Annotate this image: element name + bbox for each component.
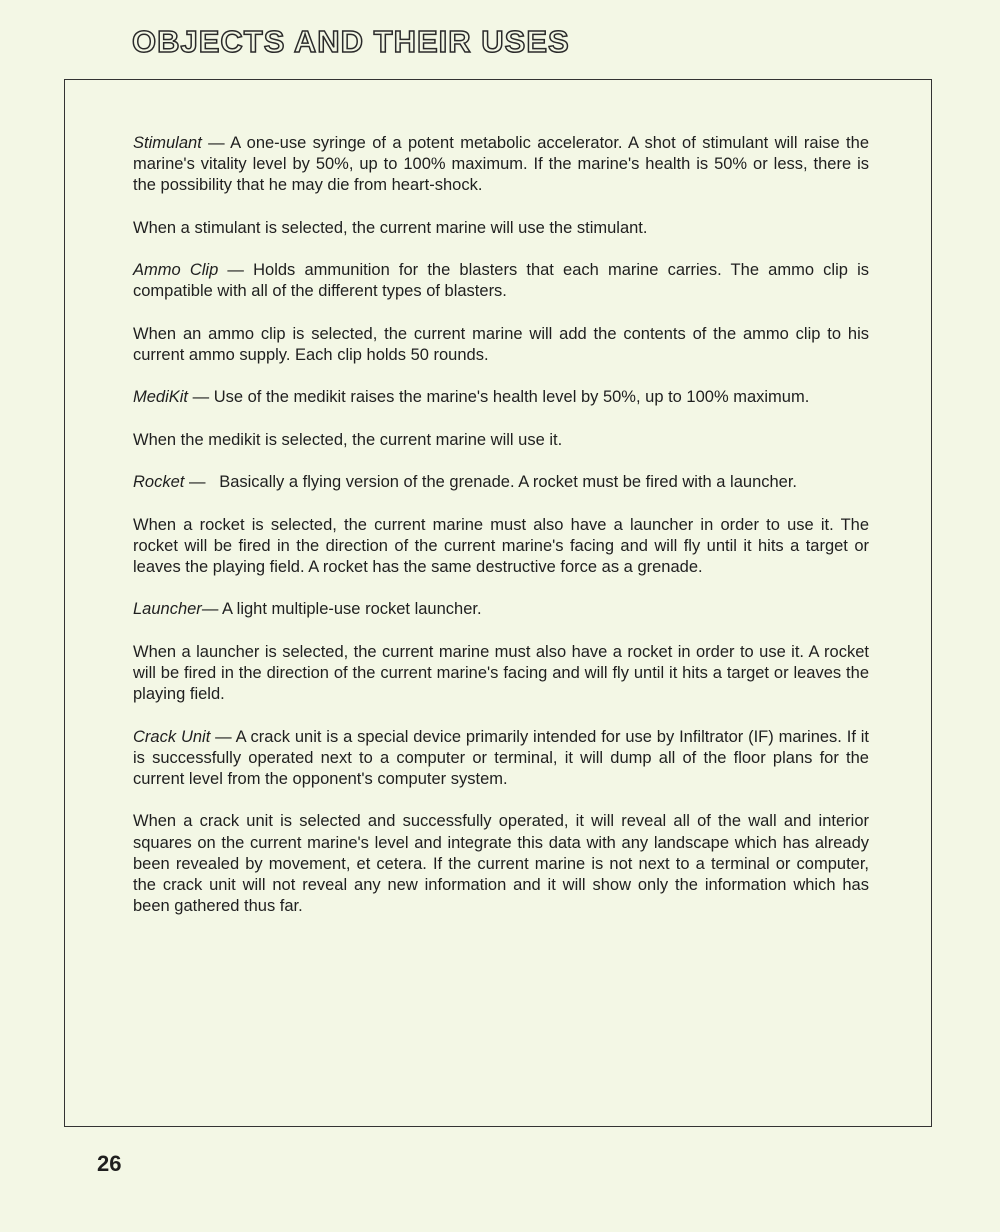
crack-unit-dash: — [210,727,236,746]
rocket-text: Basically a flying version of the grenade. A rocket must be fired with a launcher. [219,473,798,492]
launcher-usage: When a launcher is selected, the current marine must also have a rocket in order to use it. A rocket will be fired in the direction of the current marine's facing and will fly until it hits a target or leaves the playing field. [133,642,869,704]
ammo-clip-dash: — [218,261,254,280]
crack-unit-text: A crack unit is a special device primarily intended for use by Infiltrator (IF) marines. If it is successfully operated next to a computer or terminal, it will dump all of the floor plans for the current level from the opponent's computer system. [133,727,870,788]
stimulant-usage: When a stimulant is selected, the current marine will use the stimulant. [133,218,648,237]
launcher-text: A light multiple-use rocket launcher. [222,600,482,619]
launcher-description [133,599,869,620]
page-title: OBJECTS AND THEIR USES [132,24,570,59]
launcher-term: Launcher [133,600,202,619]
ammo-clip-text: Holds ammunition for the blasters that each marine carries. The ammo clip is compatible with all of the different types of blasters. [133,261,869,301]
rocket-description [133,472,869,493]
content-box [64,79,932,1127]
launcher-dash: — [201,600,222,619]
stimulant-dash: — [201,134,231,152]
medikit-dash: — [188,388,214,407]
medikit-usage: When the medikit is selected, the current marine will use it. [133,430,563,449]
crack-unit-term: Crack Unit [133,727,211,746]
rocket-dash: — [184,473,220,492]
medikit-term: MediKit [133,388,189,407]
crack-unit-description [133,727,869,791]
stimulant-description [133,133,869,197]
medikit-description [133,387,869,408]
ammo-clip-term: Ammo Clip [133,261,219,280]
stimulant-term: Stimulant [133,134,202,152]
rocket-usage: When a rocket is selected, the current marine must also have a launcher in order to use it. The rocket will be fired in the direction of the current marine's facing and will fly until it hits a target or leaves the playing field. A rocket has the same destructive force as a grenade. [133,515,869,576]
ammo-clip-description [133,260,869,302]
object-descriptions [133,133,869,939]
stimulant-text: A one-use syringe of a potent metabolic accelerator. A shot of stimulant will raise the marine's vitality level by 50%, up to 100% maximum. If the marine's health is 50% or less, there is the possibility that he may die from heart-shock. [133,134,869,195]
rocket-term: Rocket [133,473,185,492]
medikit-text: Use of the medikit raises the marine's health level by 50%, up to 100% maximum. [213,388,810,407]
crack-unit-usage: When a crack unit is selected and successfully operated, it will reveal all of the wall and interior squares on the current marine's level and integrate this data with any landscape which has already been revealed by movement, et cetera. If the current marine is not next to a terminal or computer, the crack unit will not reveal any new information and it will show only the information which has been gathered thus far. [133,812,869,916]
page-number: 26 [97,1151,122,1176]
ammo-clip-usage: When an ammo clip is selected, the current marine will add the contents of the ammo clip to his current ammo supply. Each clip holds 50 rounds. [133,324,869,364]
